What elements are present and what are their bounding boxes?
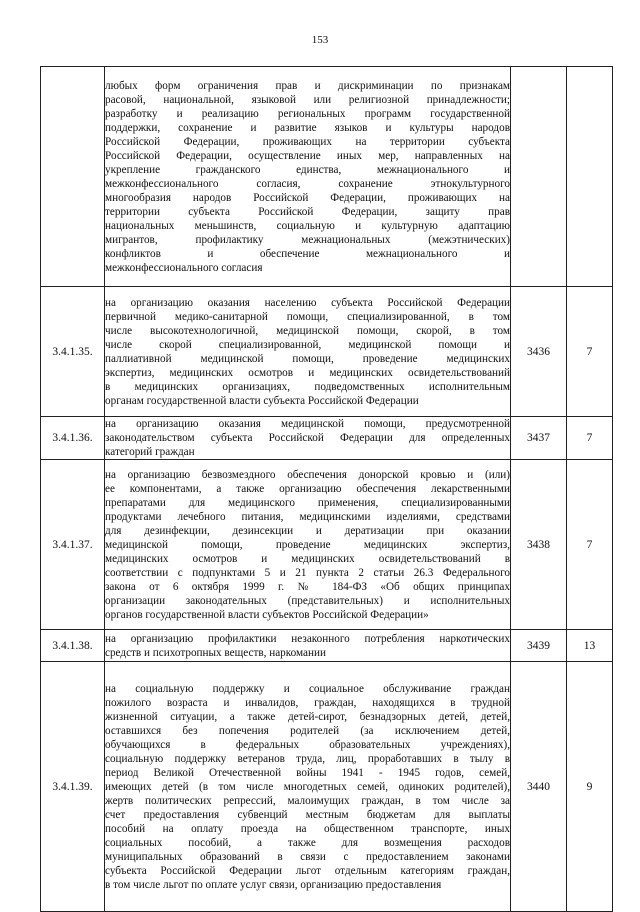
item-number: 3.4.1.38. [41, 630, 105, 662]
description-line: счет предоставления субвенций местным бюджетам для выплаты [105, 808, 510, 821]
description-line: имеющих детей (в том числе многодетных семей, одиноких родителей), [105, 780, 510, 793]
description-line: пособий на оплату проезда на общественном транспорте, иных [105, 822, 510, 835]
description-line: социальных пособий, а также для возмещения расходов [105, 836, 510, 849]
item-number: 3.4.1.39. [41, 662, 105, 912]
description-line: в том числе льгот по оплате услуг связи, организацию предоставления [105, 878, 442, 891]
item-number: 3.4.1.35. [41, 287, 105, 417]
description-line: поддержки, сохранение и развитие языков и культуры народов [105, 121, 510, 134]
description-line: первичной медико-санитарной помощи, специализированной, в том [105, 310, 510, 323]
item-code: 3439 [511, 630, 567, 662]
description-line: организации законодательных (представительных) и исполнительных [105, 594, 510, 607]
description-line: территории субъекта Российской Федерации, защиту прав [105, 205, 510, 218]
description-line: расовой, национальной, языковой или религиозной принадлежности; [105, 93, 510, 106]
table-row [41, 417, 613, 460]
description-line: разработку и реализацию региональных программ государственной [105, 107, 510, 120]
table-row [41, 287, 613, 417]
item-code: 3438 [511, 460, 567, 630]
item-value: 9 [567, 662, 613, 912]
description-line: социальную поддержку ветеранов труда, лиц, проработавших в тылу в [105, 752, 510, 765]
item-description [105, 630, 511, 662]
item-code: 3437 [511, 417, 567, 460]
budget-items-table [40, 66, 613, 912]
item-number: 3.4.1.37. [41, 460, 105, 630]
description-line: на организацию оказания медицинской помощи, предусмотренной [105, 418, 510, 430]
page-number: 153 [311, 34, 329, 46]
description-line: период Великой Отечественной войны 1941 - 1945 годов, семей, [105, 766, 510, 779]
description-line: медицинской помощи, проведение медицинских экспертиз, [105, 538, 510, 551]
item-description [105, 287, 511, 417]
item-code [511, 67, 567, 287]
description-line: пожилого возраста и инвалидов, граждан, находящихся в трудной [105, 696, 510, 709]
item-value: 13 [567, 630, 613, 662]
description-line: на организацию оказания населению субъекта Российской Федерации [105, 296, 510, 309]
description-line: национальных меньшинств, социальную и культурную адаптацию [105, 219, 510, 232]
description-line: жертв политических репрессий, малоимущих граждан, в том числе за [105, 794, 510, 807]
description-line: укрепление гражданского единства, межнационального и [105, 163, 510, 176]
description-line: Российской Федерации, осуществление иных мер, направленных на [105, 149, 510, 162]
description-line: субъекта Российской Федерации льгот отдельным категориям граждан, [105, 864, 510, 877]
description-line: мигрантов, профилактику межнациональных (межэтнических) [105, 233, 510, 246]
description-line: продуктами лечебного питания, медицинскими изделиями, средствами [105, 510, 510, 523]
description-line: законодательством субъекта Российской Федерации для определенных [105, 432, 510, 444]
description-line: на организацию безвозмездного обеспечения донорской кровью и (или) [105, 468, 510, 481]
description-line: любых форм ограничения прав и дискриминации по признакам [105, 79, 510, 92]
description-line: числе скорой специализированной, медицинской помощи и [105, 338, 510, 351]
description-line: многообразия народов Российской Федерации, проживающих на [105, 191, 510, 204]
table-row [41, 460, 613, 630]
item-description [105, 460, 511, 630]
description-line: ее компонентами, а также организацию обеспечения лекарственными [105, 482, 510, 495]
item-description [105, 662, 511, 912]
table-row [41, 67, 613, 287]
item-code: 3436 [511, 287, 567, 417]
description-line: препаратами для медицинского применения, специализированными [105, 496, 510, 509]
description-line: в медицинских организациях, подведомственных исполнительным [105, 380, 510, 393]
description-line: органов государственной власти субъектов Российской Федерации» [105, 608, 429, 621]
description-line: экспертиз, медицинских осмотров и медицинских освидетельствований [105, 366, 510, 379]
item-number [41, 67, 105, 287]
description-line: межконфессионального согласия, сохранение этнокультурного [105, 177, 510, 190]
description-line: муниципальных образований в связи с предоставлением законами [105, 850, 510, 863]
item-value [567, 67, 613, 287]
description-line: на социальную поддержку и социальное обслуживание граждан [105, 682, 510, 695]
description-line: категорий граждан [105, 446, 195, 458]
description-line: средств и психотропных веществ, наркомании [105, 646, 326, 659]
item-number: 3.4.1.36. [41, 417, 105, 460]
item-value: 7 [567, 460, 613, 630]
description-line: паллиативной медицинской помощи, проведение медицинских [105, 352, 510, 365]
description-line: конфликтов и обеспечение межнационального и [105, 247, 510, 260]
item-description [105, 417, 511, 460]
item-code: 3440 [511, 662, 567, 912]
item-description [105, 67, 511, 287]
description-line: межконфессионального согласия [105, 261, 263, 274]
description-line: закона от 6 октября 1999 г. № 184-ФЗ «Об общих принципах [105, 580, 510, 593]
description-line: жизненной ситуации, а также детей-сирот, безнадзорных детей, детей, [105, 710, 510, 723]
description-line: обучающихся в федеральных образовательных учреждениях), [105, 738, 510, 751]
description-line: Российской Федерации, проживающих на территории субъекта [105, 135, 510, 148]
table-row [41, 630, 613, 662]
item-value: 7 [567, 287, 613, 417]
description-line: медицинских осмотров и медицинских освидетельствований в [105, 552, 510, 565]
description-line: на организацию профилактики незаконного потребления наркотических [105, 632, 510, 645]
item-value: 7 [567, 417, 613, 460]
description-line: числе высокотехнологичной, медицинской помощи, скорой, в том [105, 324, 510, 337]
description-line: соответствии с подпунктами 5 и 21 пункта 2 статьи 26.3 Федерального [105, 566, 510, 579]
description-line: оставшихся без попечения родителей (за исключением детей, [105, 724, 510, 737]
description-line: органам государственной власти субъекта Российской Федерации [105, 394, 419, 407]
table-row [41, 662, 613, 912]
description-line: для дезинфекции, дезинсекции и дератизации при оказании [105, 524, 510, 537]
